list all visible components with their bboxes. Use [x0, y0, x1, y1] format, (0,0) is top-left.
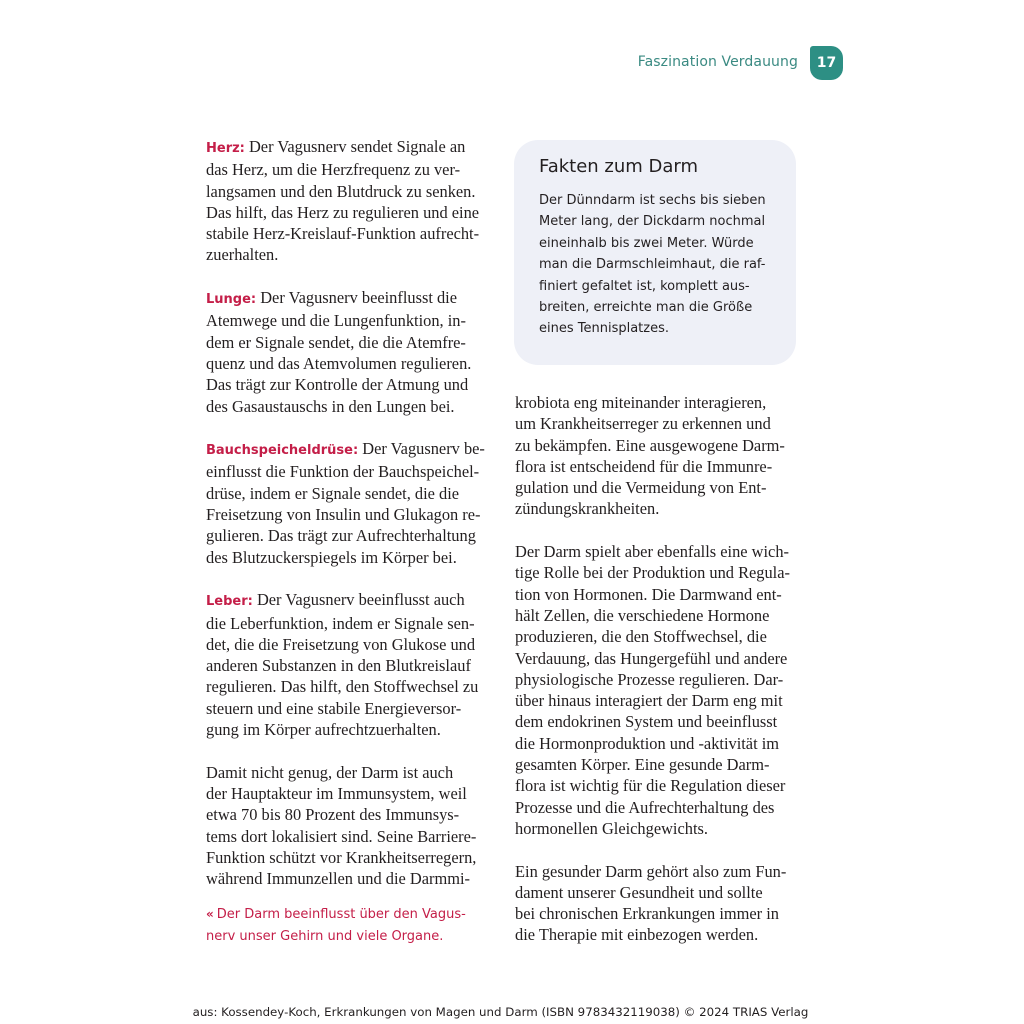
text-line: flora ist wichtig für die Regulation dieser — [515, 776, 786, 796]
text-line: das Herz, um die Herzfrequenz zu ver- — [206, 160, 461, 180]
text-line: zu bekämpfen. Eine ausgewogene Darm- — [515, 435, 785, 455]
text-line: tige Rolle bei der Produktion und Regula- — [515, 563, 790, 583]
fact-line: eines Tennisplatzes. — [539, 321, 669, 337]
text-line: physiologische Prozesse regulieren. Dar- — [515, 669, 784, 689]
paragraph-herz — [206, 136, 488, 266]
text-line: krobiota eng miteinander interagieren, — [515, 393, 767, 412]
text-line: hormonellen Gleichgewichts. — [515, 818, 708, 838]
fact-box-title: Fakten zum Darm — [539, 156, 699, 177]
text-line: tems dort lokalisiert sind. Seine Barriere- — [206, 826, 477, 846]
figure-caption — [206, 904, 466, 947]
text-line: über hinaus interagiert der Darm eng mit — [515, 691, 783, 711]
text-line: zuerhalten. — [206, 245, 279, 265]
text-line: gesamten Körper. Eine gesunde Darm- — [515, 755, 770, 775]
fact-line: eineinhalb bis zwei Meter. Würde — [539, 235, 754, 251]
text-line-run: Der Vagusnerv be- — [358, 439, 485, 459]
text-line — [206, 589, 488, 612]
text-line: des Gasaustauschs in den Lungen bei. — [206, 396, 455, 416]
text-line: Das trägt zur Kontrolle der Atmung und — [206, 375, 469, 395]
text-line: stabile Herz-Kreislauf-Funktion aufrecht- — [206, 224, 480, 244]
text-line: regulieren. Das hilft, den Stoffwechsel zu — [206, 677, 479, 697]
page-number-badge: 17 — [810, 46, 843, 80]
left-column — [206, 136, 488, 911]
text-line: der Hauptakteur im Immunsystem, weil — [206, 783, 467, 803]
paragraph-fazit — [515, 861, 800, 946]
caption-line — [206, 904, 466, 926]
footer-citation: aus: Kossendey-Koch, Erkrankungen von Magen und Darm (ISBN 9783432119038) © 2024 TRIAS Verlag — [192, 1005, 809, 1019]
fact-line: man die Darmschleimhaut, die raf- — [539, 257, 766, 273]
paragraph-hormone — [515, 541, 800, 839]
text-line: während Immunzellen und die Darmmi- — [206, 869, 470, 889]
fact-line: Der Dünndarm ist sechs bis sieben — [539, 193, 766, 208]
text-line: zündungskrankheiten. — [515, 499, 660, 519]
text-line: dem endokrinen System und beeinflusst — [515, 712, 778, 732]
caption-line-run: Der Darm beeinflusst über den Vagus- — [216, 907, 466, 922]
text-line: flora ist entscheidend für die Immunre- — [515, 456, 773, 476]
text-line: hält Zellen, die verschiedene Hormone — [515, 605, 770, 625]
text-line: des Blutzuckerspiegels im Körper bei. — [206, 547, 457, 567]
keyword-label: Herz: — [206, 141, 245, 156]
text-line: langsamen und den Blutdruck zu senken. — [206, 181, 476, 201]
text-line: gulieren. Das trägt zur Aufrechterhaltung — [206, 526, 476, 546]
text-line: einflusst die Funktion der Bauchspeichel- — [206, 462, 480, 482]
paragraph-immunsystem — [206, 762, 488, 890]
text-line: gulation und die Vermeidung von Ent- — [515, 478, 767, 498]
fact-box — [514, 140, 796, 365]
text-line: tion von Hormonen. Die Darmwand ent- — [515, 584, 782, 604]
paragraph-bauchspeicheldruese — [206, 438, 488, 568]
double-chevron-left-icon: « — [206, 907, 214, 921]
text-line: die Leberfunktion, indem er Signale sen- — [206, 613, 475, 633]
paragraph-darmmikrobiota — [515, 392, 800, 520]
text-line: Ein gesunder Darm gehört also zum Fun- — [515, 861, 787, 881]
text-line: drüse, indem er Signale sendet, die die — [206, 483, 460, 503]
text-line: det, die die Freisetzung von Glukose und — [206, 634, 476, 654]
text-line-run: Der Vagusnerv beeinflusst auch — [252, 590, 465, 610]
fact-line: breiten, erreichte man die Größe — [539, 300, 753, 316]
text-line: Der Darm spielt aber ebenfalls eine wich- — [515, 542, 789, 562]
right-column — [515, 392, 800, 967]
text-line: Funktion schützt vor Krankheitserregern, — [206, 847, 477, 867]
paragraph-leber — [206, 589, 488, 740]
text-line: Das hilft, das Herz zu regulieren und eine — [206, 202, 480, 222]
caption-line: nerv unser Gehirn und viele Organe. — [206, 928, 444, 944]
text-line — [206, 287, 488, 310]
text-line: Verdauung, das Hungergefühl und andere — [515, 648, 788, 668]
fact-line: Meter lang, der Dickdarm nochmal — [539, 214, 766, 230]
text-line: bei chronischen Erkrankungen immer in — [515, 904, 779, 924]
fact-box-body — [539, 190, 766, 340]
text-line: die Therapie mit einbezogen werden. — [515, 925, 759, 945]
text-line: Damit nicht genug, der Darm ist auch — [206, 762, 454, 782]
text-line: um Krankheitserreger zu erkennen und — [515, 414, 771, 434]
text-line: Freisetzung von Insulin und Glukagon re- — [206, 505, 481, 525]
text-line: quenz und das Atemvolumen regulieren. — [206, 353, 472, 373]
text-line: etwa 70 bis 80 Prozent des Immunsys- — [206, 805, 460, 825]
keyword-label: Leber: — [206, 594, 253, 610]
text-line: die Hormonproduktion und -aktivität im — [515, 733, 780, 753]
text-line — [206, 136, 488, 159]
keyword-label: Lunge: — [206, 292, 257, 308]
text-line: produzieren, die den Stoffwechsel, die — [515, 627, 767, 647]
text-line: Prozesse und die Aufrechterhaltung des — [515, 797, 775, 817]
fact-line: finiert gefaltet ist, komplett aus- — [539, 278, 750, 294]
running-head: Faszination Verdauung — [637, 54, 798, 70]
text-line: Atemwege und die Lungenfunktion, in- — [206, 311, 466, 331]
text-line: dament unserer Gesundheit und sollte — [515, 882, 763, 902]
text-line: gung im Körper aufrechtzuerhalten. — [206, 720, 441, 740]
text-line: steuern und eine stabile Energieversor- — [206, 698, 462, 718]
text-line: anderen Substanzen in den Blutkreislauf — [206, 656, 471, 676]
text-line-run: Der Vagusnerv beeinflusst die — [256, 288, 458, 308]
text-line: dem er Signale sendet, die die Atemfre- — [206, 332, 466, 352]
keyword-label: Bauchspeicheldrüse: — [206, 443, 359, 459]
paragraph-lunge — [206, 287, 488, 417]
text-line-run: Der Vagusnerv sendet Signale an — [244, 137, 466, 156]
text-line — [206, 438, 488, 461]
